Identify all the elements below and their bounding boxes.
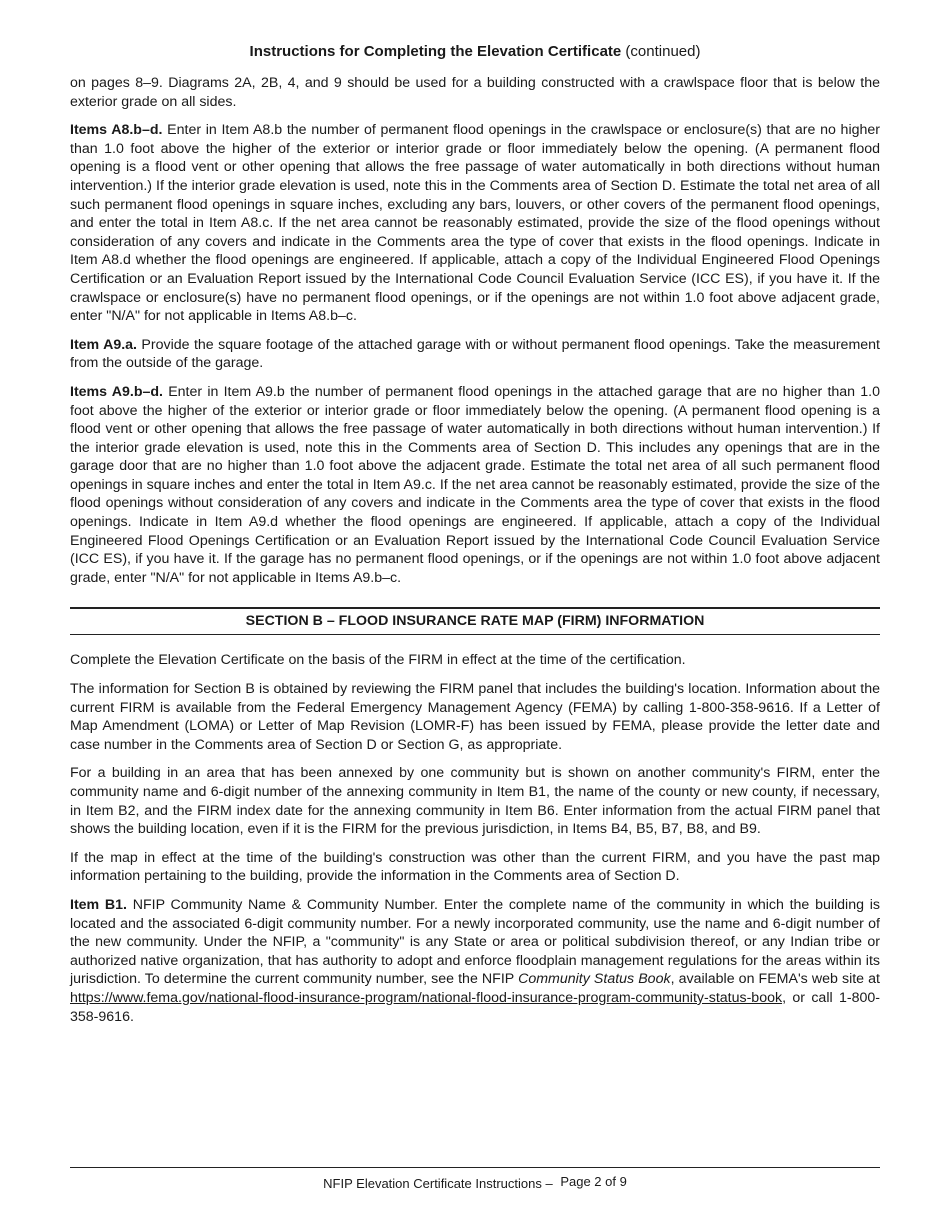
page-footer bbox=[70, 1167, 880, 1191]
item-a9a-paragraph bbox=[70, 336, 880, 373]
items-a9bd-text: Enter in Item A9.b the number of permanent flood openings in the attached garage that are no higher than 1.0 foot above the higher of the exterior or interior grade or floor immediately below the opening. (A permanent flood opening is a flood vent or other opening that allows the free passage of water automatically in both directions without human intervention.) If the interior grade elevation is used, note this in the Comments area of Section D. This includes any openings that are in the garage door that are no higher than 1.0 foot above the adjacent grade. Estimate the total net area of all such permanent flood openings in square inches and enter the total in Item A9.c. If the net area cannot be reasonably estimated, provide the size of the flood openings without consideration of any covers and indicate in the Comments area the type of cover that exists in the flood openings. Indicate in Item A9.d whether the flood openings are engineered. If applicable, attach a copy of the Individual Engineered Flood Openings Certification or an Evaluation Report issued by the International Code Council Evaluation Service (ICC ES), if you have it. If the garage has no permanent flood openings, or if the openings are not within 1.0 foot above adjacent grade, enter "N/A" for not applicable in Items A9.b–c. bbox=[70, 383, 880, 586]
header-title: Instructions for Completing the Elevation Certificate bbox=[249, 43, 622, 60]
section-b-paragraph-4: If the map in effect at the time of the building's construction was other than the current FIRM, and you have the past map information pertaining to the building, provide the information in the Comments area of Section D. bbox=[70, 849, 880, 885]
item-b1-text: NFIP Community Name & Community Number. Enter the complete name of the community in which the building is located and the associated 6-digit community number. For a newly incorporated community, use the name and 6-digit number of the new community. Under the NFIP, a "community" is any State or area or political subdivision thereof, or any Indian tribe or authorized native organization, that has authority to adopt and enforce floodplain management regulations for the areas within its jurisdiction. To determine the current community number, see the NFIP bbox=[70, 896, 880, 988]
page-header bbox=[0, 42, 950, 62]
items-a9bd-label: Items A9.b–d. bbox=[70, 383, 163, 400]
community-status-book-title: Community Status Book bbox=[518, 971, 671, 988]
items-a9bd-paragraph bbox=[70, 383, 880, 588]
item-a9a-label: Item A9.a. bbox=[70, 336, 137, 353]
item-a9a-text: Provide the square footage of the attached garage with or without permanent flood openings. Take the measurement from the outside of the garage. bbox=[70, 336, 880, 372]
footer-doc-name: NFIP Elevation Certificate Instructions – bbox=[323, 1176, 553, 1191]
footer-text bbox=[70, 1176, 880, 1192]
footer-page-number: Page 2 of 9 bbox=[560, 1174, 627, 1189]
item-b1-label: Item B1. bbox=[70, 896, 127, 913]
document-body bbox=[70, 74, 880, 1036]
items-a8bd-text: Enter in Item A8.b the number of permanent flood openings in the crawlspace or enclosure(s) that are no higher than 1.0 foot above the higher of the exterior or interior grade or floor immediately below the opening. (A permanent flood opening is a flood vent or other opening that allows the free passage of water automatically in both directions without human intervention.) If the interior grade elevation is used, note this in the Comments area of Section D. Estimate the total net area of all such permanent flood openings in square inches, excluding any bars, louvers, or other covers of the permanent flood openings, and enter the total in Item A8.c. If the net area cannot be reasonably estimated, provide the size of the flood openings without consideration of any covers and indicate in the Comments area the type of cover that exists in the flood openings. Indicate in Item A8.d whether the flood openings are engineered. If applicable, attach a copy of the Individual Engineered Flood Openings Certification or an Evaluation Report issued by the International Code Council Evaluation Service (ICC ES), if you have it. If the crawlspace or enclosure(s) have no permanent flood openings, or if the openings are not within 1.0 foot above adjacent grade, enter "N/A" for not applicable in Items A8.b–c. bbox=[70, 122, 880, 325]
section-b-paragraph-2: The information for Section B is obtained by reviewing the FIRM panel that includes the building's location. Information about the current FIRM is available from the Federal Emergency Management Agency (FEMA) by calling 1-800-358-9616. If a Letter of Map Amendment (LOMA) or Letter of Map Revision (LOMR-F) has been issued by FEMA, please provide the letter date and case number in the Comments area of Section D or Section G, as appropriate. bbox=[70, 681, 880, 753]
section-b-paragraph-1: Complete the Elevation Certificate on the basis of the FIRM in effect at the time of the certification. bbox=[70, 652, 686, 669]
item-b1-text-mid: , available on FEMA's web site at bbox=[670, 971, 880, 988]
section-b-heading: SECTION B – FLOOD INSURANCE RATE MAP (FIRM) INFORMATION bbox=[70, 607, 880, 635]
items-a8bd-paragraph bbox=[70, 121, 880, 326]
intro-paragraph: on pages 8–9. Diagrams 2A, 2B, 4, and 9 should be used for a building constructed with a crawlspace floor that is below the exterior grade on all sides. bbox=[70, 75, 880, 110]
item-b1-text-end: , or call 1-800-358-9616. bbox=[70, 989, 880, 1025]
section-b-paragraph-3: For a building in an area that has been annexed by one community but is shown on another community's FIRM, enter the community name and 6-digit number of the annexing community in Item B1, the name of the county or new county, if necessary, in Item B2, and the FIRM index date for the annexing community in Item B6. Enter information from the actual FIRM panel that shows the building location, even if it is the FIRM for the previous jurisdiction, in Items B4, B5, B7, B8, and B9. bbox=[70, 765, 880, 838]
community-status-book-link[interactable]: https://www.fema.gov/national-flood-insurance-program/national-flood-insurance-program-community-status-book bbox=[70, 989, 783, 1006]
item-b1-paragraph bbox=[70, 896, 880, 1026]
header-suffix: (continued) bbox=[625, 43, 701, 60]
items-a8bd-label: Items A8.b–d. bbox=[70, 122, 163, 139]
